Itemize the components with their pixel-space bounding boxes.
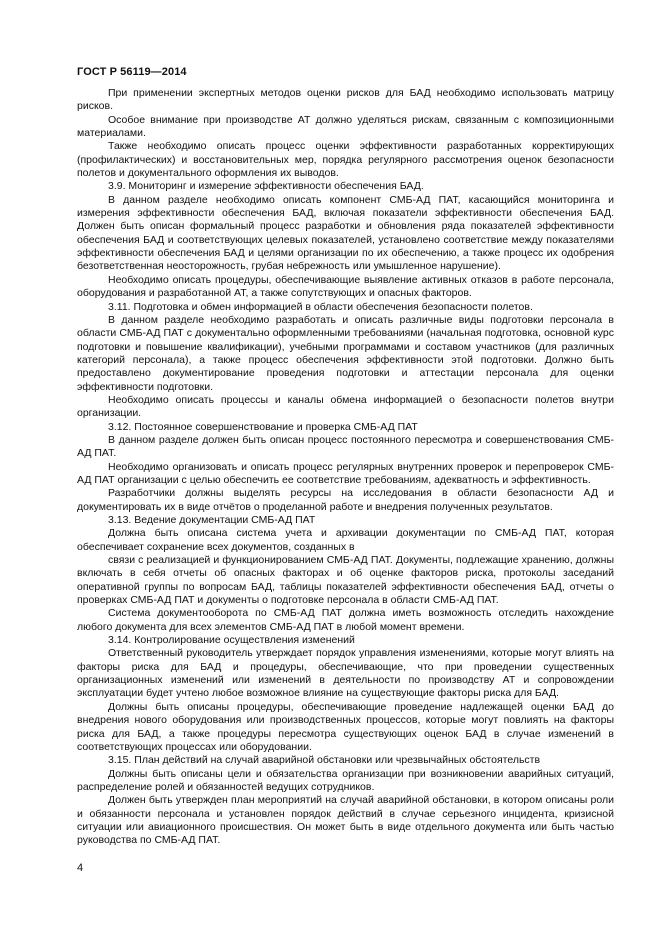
section-heading: 3.9. Мониторинг и измерение эффективности обеспечения БАД.: [108, 180, 424, 193]
paragraph: Особое внимание при производстве АТ должно уделяться рискам, связанным с композиционными материалами.: [77, 113, 614, 140]
page-number: 4: [77, 862, 84, 874]
section-heading: 3.13. Ведение документации СМБ-АД ПАТ: [108, 514, 316, 526]
paragraph: Должны быть описаны процедуры, обеспечивающие проведение надлежащей оценки БАД до внедрения нового оборудования или производственных процессов, которые могут повлиять на факторы риска для БАД, а также процедуры пересмотра существующих оценок БАД в случае изменений в соответствующих процессах или оборудовании.: [77, 700, 614, 753]
section-heading: 3.12. Постоянное совершенствование и проверка СМБ-АД ПАТ: [108, 420, 418, 433]
paragraph: Разработчики должны выделять ресурсы на исследования в области безопасности АД и документировать их в виде отчётов о проделанной работе и внедрения полученных результатов.: [77, 487, 614, 513]
paragraph: В данном разделе должен быть описан процесс постоянного пересмотра и совершенствования СМБ-АД ПАТ.: [77, 433, 614, 460]
paragraph: связи с реализацией и функционированием СМБ-АД ПАТ. Документы, подлежащие хранению, должны включать в себя отчеты об опасных факторах и об оценке факторов риска, протоколы заседаний оперативной группы по вопросам БАД, таблицы показателей эффективности обеспечения БАД, отчеты о проверках СМБ-АД ПАТ и документы о подготовке персонала в области СМБ-АД ПАТ.: [77, 554, 614, 607]
paragraph: Должна быть описана система учета и архивации документации по СМБ-АД ПАТ, которая обеспечивает сохранение всех документов, созданных в: [77, 527, 614, 553]
paragraph: Также необходимо описать процесс оценки эффективности разработанных корректирующих (профилактических) и восстановительных мер, порядка регулярного рассмотрения оценок безопасности полетов и документального оформления их выводов.: [77, 140, 614, 180]
paragraph: Система документооборота по СМБ-АД ПАТ должна иметь возможность отследить нахождение любого документа для всех элементов СМБ-АД ПАТ в любой момент времени.: [77, 607, 614, 633]
paragraph: Должен быть утвержден план мероприятий на случай аварийной обстановки, в котором описаны роли и обязанности персонала и установлен порядок действий в случае серьезного инцидента, кризисной ситуации или авиационного происшествия. Он может быть в виде отдельного документа или быть частью руководства по СМБ-АД ПАТ.: [77, 794, 614, 847]
paragraph: Необходимо описать процессы и каналы обмена информацией о безопасности полетов внутри организации.: [77, 393, 614, 420]
paragraph: При применении экспертных методов оценки рисков для БАД необходимо использовать матрицу рисков.: [77, 87, 614, 113]
paragraph: Необходимо организовать и описать процесс регулярных внутренних проверок и перепроверок СМБ-АД ПАТ организации с целью обеспечить ее соответствие требованиям, адекватность и эффективность.: [77, 460, 614, 486]
section-heading: 3.11. Подготовка и обмен информацией в области обеспечения безопасности полетов.: [108, 300, 533, 313]
paragraph: Должны быть описаны цели и обязательства организации при возникновении аварийных ситуаций, распределение ролей и обязанностей ведущих сотрудников.: [77, 767, 614, 793]
section-heading: 3.15. План действий на случай аварийной обстановки или чрезвычайных обстоятельств: [108, 754, 541, 767]
section-heading: 3.14. Контролирование осуществления изменений: [108, 634, 355, 647]
document-header: ГОСТ Р 56119—2014: [77, 66, 187, 78]
document-body: [77, 87, 614, 848]
paragraph: Ответственный руководитель утверждает порядок управления изменениями, которые могут влиять на факторы риска для БАД и процедуры, обеспечивающие, что при проведении существенных организационных изменений или изменений в деятельности по производству АТ и сопровождении эксплуатации будет учтено любое возможное влияние на существующие факторы риска для БАД.: [77, 647, 614, 700]
paragraph: В данном разделе необходимо разработать и описать различные виды подготовки персонала в области СМБ-АД ПАТ с документально оформленными требованиями (начальная подготовка, основной курс подготовки и повышение квалификации), учебными программами и составом участников (для различных категорий персонала), а также процесс обеспечения эффективности этой подготовки. Должно быть предоставлено документирование проведения подготовки и аттестации персонала для оценки эффективности подготовки.: [77, 313, 614, 393]
paragraph: В данном разделе необходимо описать компонент СМБ-АД ПАТ, касающийся мониторинга и измерения эффективности обеспечения БАД, включая показатели эффективности обеспечения БАД. Должен быть описан формальный процесс разработки и обновления ряда показателей эффективности обеспечения БАД и соответствующих целевых показателей, установлено соответствие между показателями эффективности обеспечения БАД и целями организации по их обеспечению, а также процесс их одобрения безответственная неосторожность, грубая небрежность или умышленное нарушение).: [77, 193, 614, 273]
paragraph: Необходимо описать процедуры, обеспечивающие выявление активных отказов в работе персонала, оборудования и разработанной АТ, а также сопутствующих и опасных факторов.: [77, 273, 614, 300]
